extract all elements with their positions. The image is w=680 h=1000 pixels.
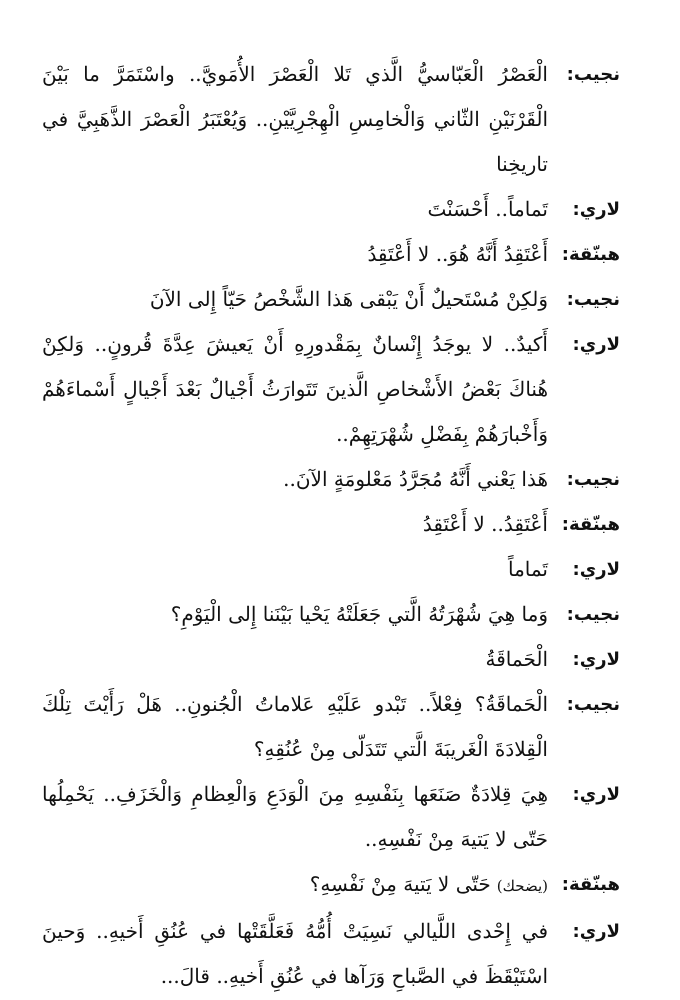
speech-line: وَما هِيَ شُهْرَتُهُ الَّتي جَعَلَتْهُ يَحْيا بَيْنَنا إِلى الْيَوْمِ؟ — [170, 602, 548, 626]
speech-text — [42, 52, 548, 187]
speech-line: الْعَصْرُ الْعَبّاسيُّ الَّذي تَلا الْعَصْرَ الأُمَويَّ.. واسْتَمَرَّ ما — [83, 62, 548, 86]
speech-line: أَكيدٌ.. لا يوجَدُ إِنْسانٌ بِمَقْدورِهِ أَنْ يَعيشَ عِدَّةَ قُرونٍ.. — [94, 332, 548, 356]
speech-line: أَعْتَقِدُ أَنَّهُ هُوَ.. لا أَعْتَقِدُ — [367, 242, 548, 266]
speech-line: هِيَ قِلادَةٌ صَنَعَها بِنَفْسِهِ مِنَ الْوَدَعِ وَالْعِظامِ وَالْخَزَفِ.. — [103, 782, 548, 806]
speech-line: أَجْيالٍ أَسْماءَهُمْ وَأَخْبارَهُمْ بِفَضْلِ شُهْرَتِهِمْ.. — [42, 377, 548, 446]
speech-line: تَماماً.. أَحْسَنْتَ — [427, 197, 548, 221]
speaker-name: نجيب: — [566, 289, 620, 310]
speaker-name: نجيب: — [566, 469, 620, 490]
speech-line: أَعْتَقِدُ.. لا أَعْتَقِدُ — [422, 512, 548, 536]
dialogue-entry — [42, 277, 620, 322]
speech-text — [42, 322, 548, 457]
speech-text — [42, 772, 548, 862]
speech-text — [42, 547, 548, 592]
dialogue-entry — [42, 187, 620, 232]
speech-line: هَذا يَعْني أَنَّهُ مُجَرَّدُ مَعْلومَةٍ الآنَ.. — [283, 467, 548, 491]
speech-text — [42, 277, 548, 322]
dialogue-entry — [42, 909, 620, 999]
speech-line: حَتّى لا يَتيهَ مِنْ نَفْسِهِ؟ — [309, 872, 491, 896]
speech-text — [42, 232, 548, 277]
speaker-name: نجيب: — [566, 694, 620, 715]
speaker-name: هبنّقة: — [561, 514, 620, 535]
dialogue-entry — [42, 592, 620, 637]
speech-line: وَلكِنْ هُناكَ بَعْضُ الأَشْخاصِ الَّذينَ تَتَوارَثُ أَجْيالٌ بَعْدَ — [42, 332, 549, 401]
speech-text — [42, 457, 548, 502]
stage-direction: (يضحك) — [496, 877, 548, 895]
speaker-name: نجيب: — [566, 64, 620, 85]
dialogue-entry — [42, 232, 620, 277]
speech-text — [42, 637, 548, 682]
dialogue-entry — [42, 547, 620, 592]
speaker-name: لاري: — [572, 649, 620, 670]
speech-line: تَماماً — [507, 557, 548, 581]
speech-line: بَيْنَ الْقَرْنَيْنِ الثّاني وَالْخامِسِ الْهِجْرِيَّيْنِ.. وَيُعْتَبَرُ الْعَصْرَ — [42, 62, 549, 131]
dialogue-entry — [42, 772, 620, 862]
dialogue-entry — [42, 457, 620, 502]
speech-text — [42, 682, 548, 772]
dialogue-page — [42, 52, 620, 999]
speech-line: رَأَيْتَ تِلْكَ الْقِلادَةَ الْغَريبَةَ الَّتي تَتَدَلّى مِنْ عُنُقِهِ؟ — [42, 692, 548, 761]
speaker-name: لاري: — [572, 784, 620, 805]
dialogue-entry — [42, 637, 620, 682]
speech-line: الْحَماقَةُ — [485, 647, 548, 671]
dialogue-entry — [42, 322, 620, 457]
dialogue-entry — [42, 862, 620, 909]
speaker-name: هبنّقة: — [561, 874, 620, 895]
speech-text — [42, 592, 548, 637]
dialogue-entry — [42, 502, 620, 547]
speech-line: وَلكِنْ مُسْتَحيلٌ أَنْ يَبْقى هَذا الشَّخْصُ حَيّاً إِلى الآنَ — [149, 287, 548, 311]
speech-line: في إِحْدى اللَّيالي نَسِيَتْ أُمُّهُ فَعَلَّقَتْها في عُنُقِ أَخيهِ.. — [96, 919, 549, 943]
speech-line: وَحينَ اسْتَيْقَظَ في الصَّباحِ وَرَآها في عُنُقِ أَخيهِ.. قالَ... — [42, 919, 548, 988]
speech-line: الْحَماقَةُ؟ فِعْلاً.. تَبْدو عَلَيْهِ عَلاماتُ الْجُنونِ.. هَلْ — [136, 692, 549, 716]
dialogue-entry — [42, 682, 620, 772]
speaker-name: لاري: — [572, 559, 620, 580]
speech-line: يَحْمِلُها حَتّى لا يَتيهَ مِنْ نَفْسِهِ.. — [42, 782, 548, 851]
speech-line: الذَّهَبِيَّ في تاريخِنا — [42, 107, 548, 176]
speaker-name: لاري: — [572, 199, 620, 220]
speaker-name: لاري: — [572, 921, 620, 942]
speech-text — [42, 187, 548, 232]
speech-text — [42, 862, 548, 909]
speech-text — [42, 502, 548, 547]
speaker-name: لاري: — [572, 334, 620, 355]
speech-text — [42, 909, 548, 999]
speaker-name: نجيب: — [566, 604, 620, 625]
speaker-name: هبنّقة: — [561, 244, 620, 265]
dialogue-entry — [42, 52, 620, 187]
